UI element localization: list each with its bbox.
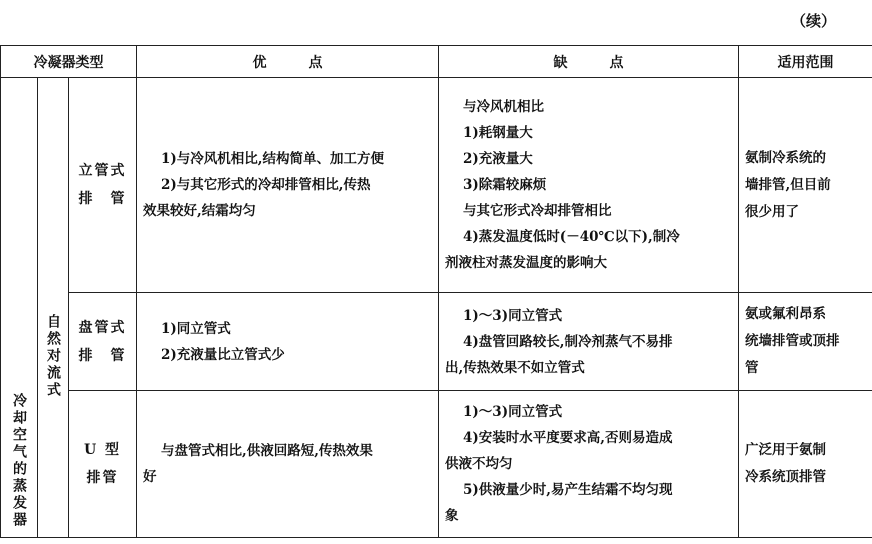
table-row — [1, 293, 872, 391]
header-type: 冷凝器类型 — [1, 46, 137, 78]
group-cell — [1, 78, 38, 538]
usage-cell — [739, 391, 872, 538]
text-line: 冷系统顶排管 — [745, 469, 827, 485]
usage-cell — [739, 293, 872, 391]
text-line: 4)蒸发温度低时(－40℃以下),制冷 — [463, 229, 680, 245]
continued-label: （续） — [790, 12, 836, 30]
type-line: 排管 — [86, 470, 119, 486]
text-line: 1)～3)同立管式 — [463, 307, 563, 324]
text-line: 氨制冷系统的 — [745, 149, 827, 166]
text-line: 4)安装时水平度要求高,否则易造成 — [463, 430, 673, 446]
disadvantages-cell — [439, 391, 739, 538]
table-row — [1, 78, 872, 293]
text-line: 统墙排管或顶排 — [745, 333, 840, 349]
text-line: 3)除霜较麻烦 — [463, 177, 547, 193]
type-cell — [69, 78, 137, 293]
group-label: 冷却空气的蒸发器 — [11, 393, 27, 529]
advantages-cell — [137, 293, 439, 391]
text-line: 氨或氟利昂系 — [745, 306, 827, 322]
header-advantages: 优 点 — [137, 46, 439, 78]
advantages-cell — [137, 391, 439, 538]
text-line: 效果较好,结霜均匀 — [143, 203, 256, 219]
advantages-cell — [137, 78, 439, 293]
type-line: 盘管式 — [78, 319, 127, 336]
text-line: 与其它形式冷却排管相比 — [463, 203, 612, 219]
text-line: 5)供液量少时,易产生结霜不均匀现 — [463, 482, 673, 498]
text-line: 广泛用于氨制 — [745, 442, 827, 458]
usage-cell — [739, 78, 872, 293]
text-line: 供液不均匀 — [445, 456, 513, 472]
type-line: U 型 — [83, 442, 122, 458]
text-line: 与冷风机相比 — [463, 99, 545, 115]
text-line: 1)同立管式 — [161, 320, 231, 337]
subgroup-label: 自然对流式 — [45, 314, 61, 399]
type-line: 排 管 — [78, 191, 127, 207]
type-cell — [69, 391, 137, 538]
header-usage: 适用范围 — [739, 46, 872, 78]
text-line: 与盘管式相比,供液回路短,传热效果 — [161, 443, 373, 459]
text-line: 2)充液量比立管式少 — [161, 346, 285, 363]
disadvantages-cell — [439, 78, 739, 293]
text-line: 2)充液量大 — [463, 151, 533, 167]
header-row — [1, 46, 872, 78]
table-row — [1, 391, 872, 538]
text-line: 很少用了 — [745, 203, 800, 220]
disadvantages-cell — [439, 293, 739, 391]
subgroup-cell — [38, 78, 69, 538]
header-disadvantages: 缺 点 — [439, 46, 739, 78]
text-line: 管 — [745, 360, 759, 376]
type-line: 立管式 — [78, 163, 127, 179]
text-line: 1)与冷风机相比,结构简单、加工方便 — [161, 151, 385, 167]
text-line: 墙排管,但目前 — [745, 176, 831, 193]
text-line: 1)耗钢量大 — [463, 125, 533, 141]
text-line: 1)～3)同立管式 — [463, 404, 563, 420]
text-line: 2)与其它形式的冷却排管相比,传热 — [161, 177, 371, 193]
type-cell — [69, 293, 137, 391]
text-line: 象 — [445, 508, 459, 524]
text-line: 4)盘管回路较长,制冷剂蒸气不易排 — [463, 333, 673, 350]
text-line: 好 — [143, 469, 157, 485]
evaporator-comparison-table — [0, 45, 872, 538]
text-line: 出,传热效果不如立管式 — [445, 359, 585, 376]
type-line: 排 管 — [78, 347, 127, 364]
text-line: 剂液柱对蒸发温度的影响大 — [445, 255, 608, 271]
